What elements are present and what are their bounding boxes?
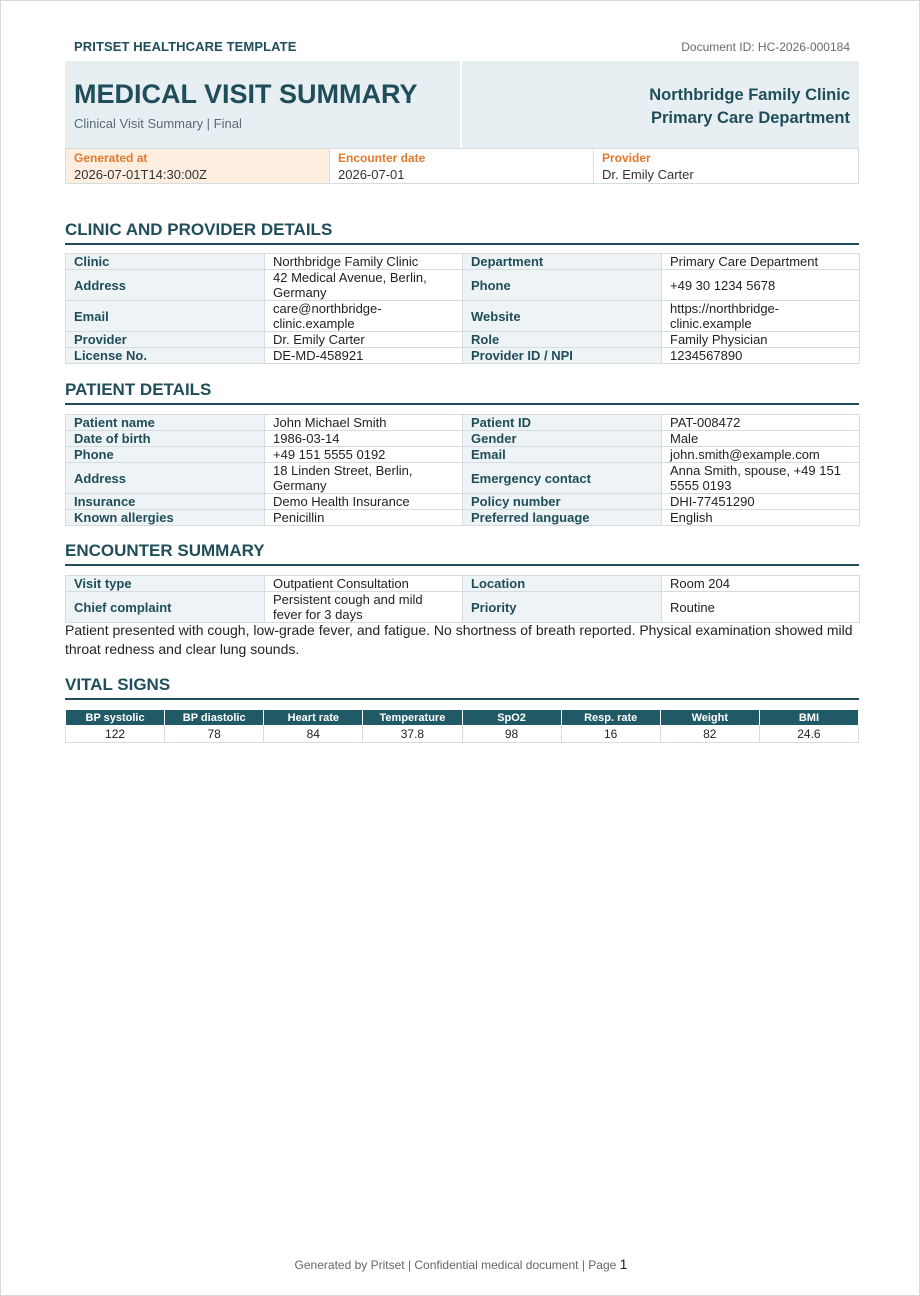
- field-value: 1234567890: [662, 348, 860, 364]
- field-value: 18 Linden Street, Berlin, Germany: [265, 463, 463, 494]
- page-number: 1: [619, 1256, 628, 1272]
- document-title: MEDICAL VISIT SUMMARY: [74, 79, 418, 109]
- table-row: [66, 431, 860, 447]
- meta-label: Provider: [602, 151, 651, 165]
- field-value: care@northbridge-clinic.example: [265, 301, 463, 332]
- vital-value: 122: [66, 726, 165, 743]
- field-value: Anna Smith, spouse, +49 151 5555 0193: [662, 463, 860, 494]
- section-title-clinic: CLINIC AND PROVIDER DETAILS: [65, 220, 859, 245]
- field-label: Phone: [463, 270, 662, 301]
- top-bar: [65, 39, 859, 57]
- field-value: DHI-77451290: [662, 494, 860, 510]
- column-header: Heart rate: [264, 710, 363, 726]
- header-department: Primary Care Department: [651, 109, 850, 127]
- meta-encounter-date: [329, 148, 595, 184]
- field-value: Northbridge Family Clinic: [265, 254, 463, 270]
- meta-label: Encounter date: [338, 151, 426, 165]
- field-label: Address: [66, 270, 265, 301]
- vital-value: 37.8: [363, 726, 462, 743]
- vital-value: 16: [561, 726, 660, 743]
- field-value: +49 151 5555 0192: [265, 447, 463, 463]
- field-value: Male: [662, 431, 860, 447]
- field-value: 42 Medical Avenue, Berlin, Germany: [265, 270, 463, 301]
- document-header: [65, 61, 859, 148]
- field-label: Patient name: [66, 415, 265, 431]
- field-label: Known allergies: [66, 510, 265, 526]
- document-id: Document ID: HC-2026-000184: [681, 40, 850, 54]
- table-row: [66, 494, 860, 510]
- field-label: Clinic: [66, 254, 265, 270]
- table-row: [66, 592, 860, 623]
- field-label: Policy number: [463, 494, 662, 510]
- patient-details-table: [65, 414, 860, 526]
- page-footer: [1, 1256, 920, 1272]
- section-title-patient: PATIENT DETAILS: [65, 380, 859, 405]
- table-row: [66, 510, 860, 526]
- field-label: Provider: [66, 332, 265, 348]
- footer-text: Generated by Pritset | Confidential medical document | Page: [294, 1258, 617, 1272]
- field-label: Phone: [66, 447, 265, 463]
- vital-value: 24.6: [759, 726, 858, 743]
- vital-value: 84: [264, 726, 363, 743]
- field-value: Routine: [662, 592, 860, 623]
- column-header: Resp. rate: [561, 710, 660, 726]
- column-header: SpO2: [462, 710, 561, 726]
- field-value: Dr. Emily Carter: [265, 332, 463, 348]
- header-clinic-block: [649, 84, 850, 130]
- field-value: Penicillin: [265, 510, 463, 526]
- field-label: Location: [463, 576, 662, 592]
- field-value: john.smith@example.com: [662, 447, 860, 463]
- table-row: [66, 576, 860, 592]
- field-value: DE-MD-458921: [265, 348, 463, 364]
- field-label: Email: [66, 301, 265, 332]
- meta-strip: [65, 148, 859, 184]
- field-label: Date of birth: [66, 431, 265, 447]
- field-label: Visit type: [66, 576, 265, 592]
- field-label: Website: [463, 301, 662, 332]
- field-label: Patient ID: [463, 415, 662, 431]
- column-header: BP systolic: [66, 710, 165, 726]
- field-label: Preferred language: [463, 510, 662, 526]
- table-row: [66, 301, 860, 332]
- field-value: Persistent cough and mild fever for 3 days: [265, 592, 463, 623]
- table-row: [66, 270, 860, 301]
- encounter-summary-table: [65, 575, 860, 623]
- field-label: License No.: [66, 348, 265, 364]
- meta-value: 2026-07-01T14:30:00Z: [74, 167, 207, 182]
- clinic-details-table: [65, 253, 860, 364]
- field-value: Primary Care Department: [662, 254, 860, 270]
- header-clinic-panel: [462, 61, 859, 148]
- field-label: Insurance: [66, 494, 265, 510]
- vital-value: 98: [462, 726, 561, 743]
- field-label: Address: [66, 463, 265, 494]
- table-row: [66, 463, 860, 494]
- field-label: Chief complaint: [66, 592, 265, 623]
- section-title-encounter: ENCOUNTER SUMMARY: [65, 541, 859, 566]
- header-title-panel: [65, 61, 460, 148]
- header-clinic-name: Northbridge Family Clinic: [649, 86, 850, 104]
- field-label: Role: [463, 332, 662, 348]
- vital-value: 82: [660, 726, 759, 743]
- field-value: Outpatient Consultation: [265, 576, 463, 592]
- meta-value: Dr. Emily Carter: [602, 167, 694, 182]
- column-header: BMI: [759, 710, 858, 726]
- field-label: Department: [463, 254, 662, 270]
- table-row: [66, 348, 860, 364]
- vital-value: 78: [165, 726, 264, 743]
- field-value: https://northbridge-clinic.example: [662, 301, 860, 332]
- field-value: Room 204: [662, 576, 860, 592]
- document-subtitle: Clinical Visit Summary | Final: [74, 116, 242, 131]
- table-row: [66, 726, 859, 743]
- section-title-vitals: VITAL SIGNS: [65, 675, 859, 700]
- field-label: Gender: [463, 431, 662, 447]
- field-label: Priority: [463, 592, 662, 623]
- column-header: Weight: [660, 710, 759, 726]
- meta-provider: [593, 148, 859, 184]
- column-header: BP diastolic: [165, 710, 264, 726]
- field-value: +49 30 1234 5678: [662, 270, 860, 301]
- vital-signs-table: [65, 709, 859, 743]
- field-value: PAT-008472: [662, 415, 860, 431]
- field-label: Email: [463, 447, 662, 463]
- meta-value: 2026-07-01: [338, 167, 405, 182]
- field-value: Demo Health Insurance: [265, 494, 463, 510]
- field-label: Emergency contact: [463, 463, 662, 494]
- field-value: English: [662, 510, 860, 526]
- field-value: 1986-03-14: [265, 431, 463, 447]
- table-row: [66, 415, 860, 431]
- meta-label: Generated at: [74, 151, 148, 165]
- field-value: John Michael Smith: [265, 415, 463, 431]
- field-value: Family Physician: [662, 332, 860, 348]
- encounter-notes: Patient presented with cough, low-grade fever, and fatigue. No shortness of breath reported. Physical examination showed mild throat redness and clear lung sounds.: [65, 622, 853, 657]
- field-label: Provider ID / NPI: [463, 348, 662, 364]
- table-row: [66, 332, 860, 348]
- meta-generated-at: [65, 148, 331, 184]
- brand-name: PRITSET HEALTHCARE TEMPLATE: [74, 39, 297, 54]
- column-header: Temperature: [363, 710, 462, 726]
- table-row: [66, 447, 860, 463]
- table-row: [66, 254, 860, 270]
- table-header-row: [66, 710, 859, 726]
